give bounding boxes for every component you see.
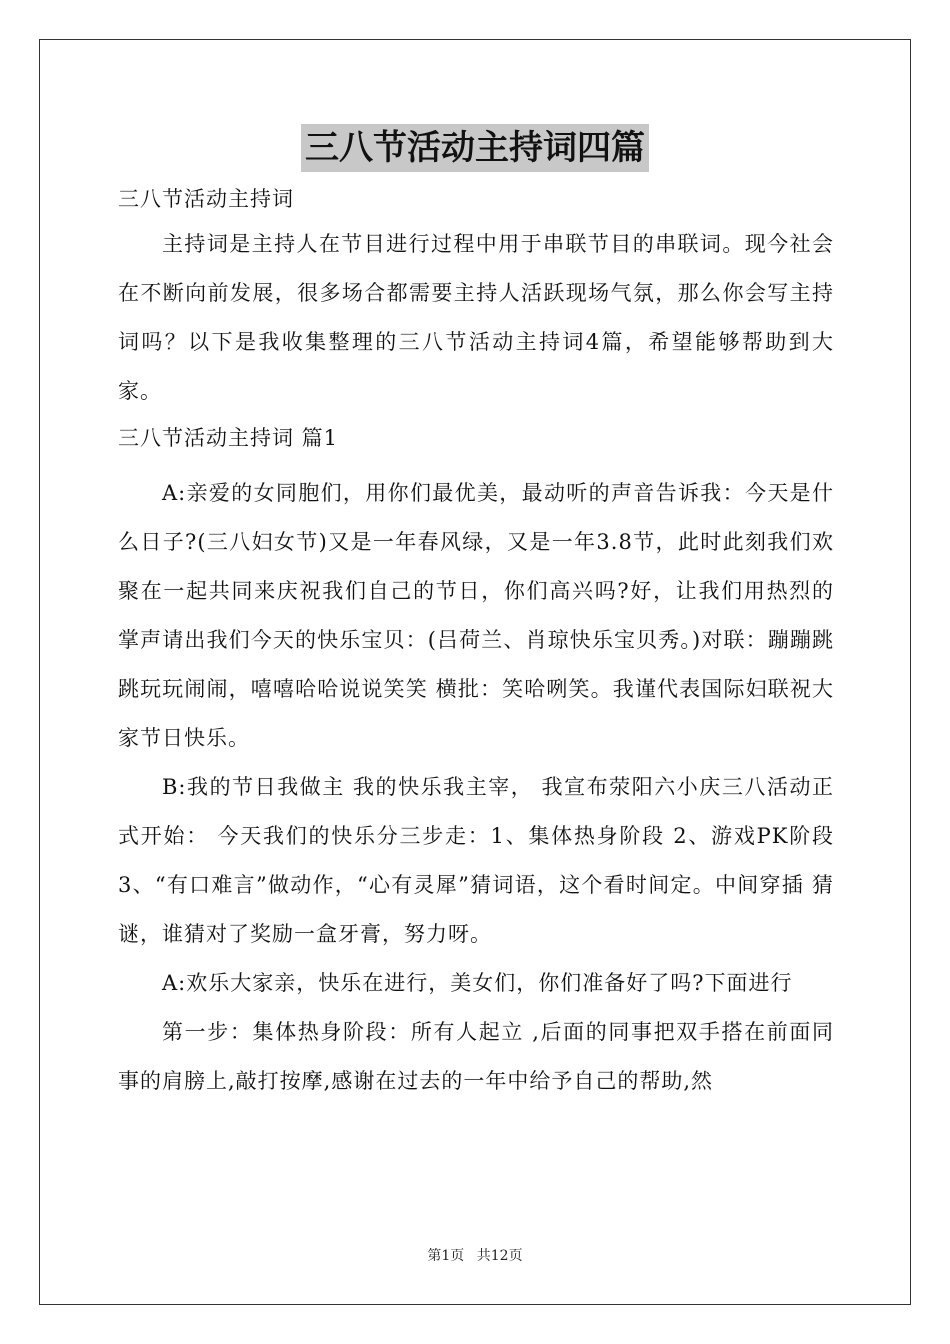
intro-paragraph: 主持词是主持人在节目进行过程中用于串联节目的串联词。现今社会在不断向前发展，很多场合都需要主持人活跃现场气氛，那么你会写主持词吗？以下是我收集整理的三八节活动主持词4篇，希望能够帮助到大家。 [118, 232, 834, 403]
body-paragraph: B:我的节日我做主 我的快乐我主宰， 我宣布荥阳六小庆三八活动正式开始： 今天我们的快乐分三步走：1、集体热身阶段 2、游戏PK阶段 3、“有口难言”做动作，“心有灵犀”猜词语，这个看时间定。中间穿插 猜谜，谁猜对了奖励一盒牙膏，努力呀。 [118, 775, 834, 946]
document-body [118, 178, 834, 1106]
body-paragraph: A:亲爱的女同胞们，用你们最优美，最动听的声音告诉我：今天是什么日子?(三八妇女节)又是一年春风绿，又是一年3.8节，此时此刻我们欢聚在一起共同来庆祝我们自己的节日，你们高兴吗?好，让我们用热烈的掌声请出我们今天的快乐宝贝：(吕荷兰、肖琼快乐宝贝秀。)对联：蹦蹦跳跳玩玩闹闹，嘻嘻哈哈说说笑笑 横批：笑哈咧笑。我谨代表国际妇联祝大家节日快乐。 [118, 481, 834, 750]
page-footer [0, 1245, 950, 1265]
body-paragraph: 第一步：集体热身阶段：所有人起立 ,后面的同事把双手搭在前面同事的肩膀上,敲打按摩,感谢在过去的一年中给予自己的帮助,然 [118, 1020, 834, 1093]
document-subtitle: 三八节活动主持词 [118, 187, 294, 211]
section-heading: 三八节活动主持词 篇1 [118, 426, 339, 450]
page-number: 第1页 [427, 1248, 465, 1264]
page-total: 共12页 [476, 1248, 523, 1264]
document-title: 三八节活动主持词四篇 [301, 124, 649, 172]
title-container [0, 124, 950, 172]
body-paragraph: A:欢乐大家亲，快乐在进行，美女们，你们准备好了吗?下面进行 [162, 971, 793, 995]
